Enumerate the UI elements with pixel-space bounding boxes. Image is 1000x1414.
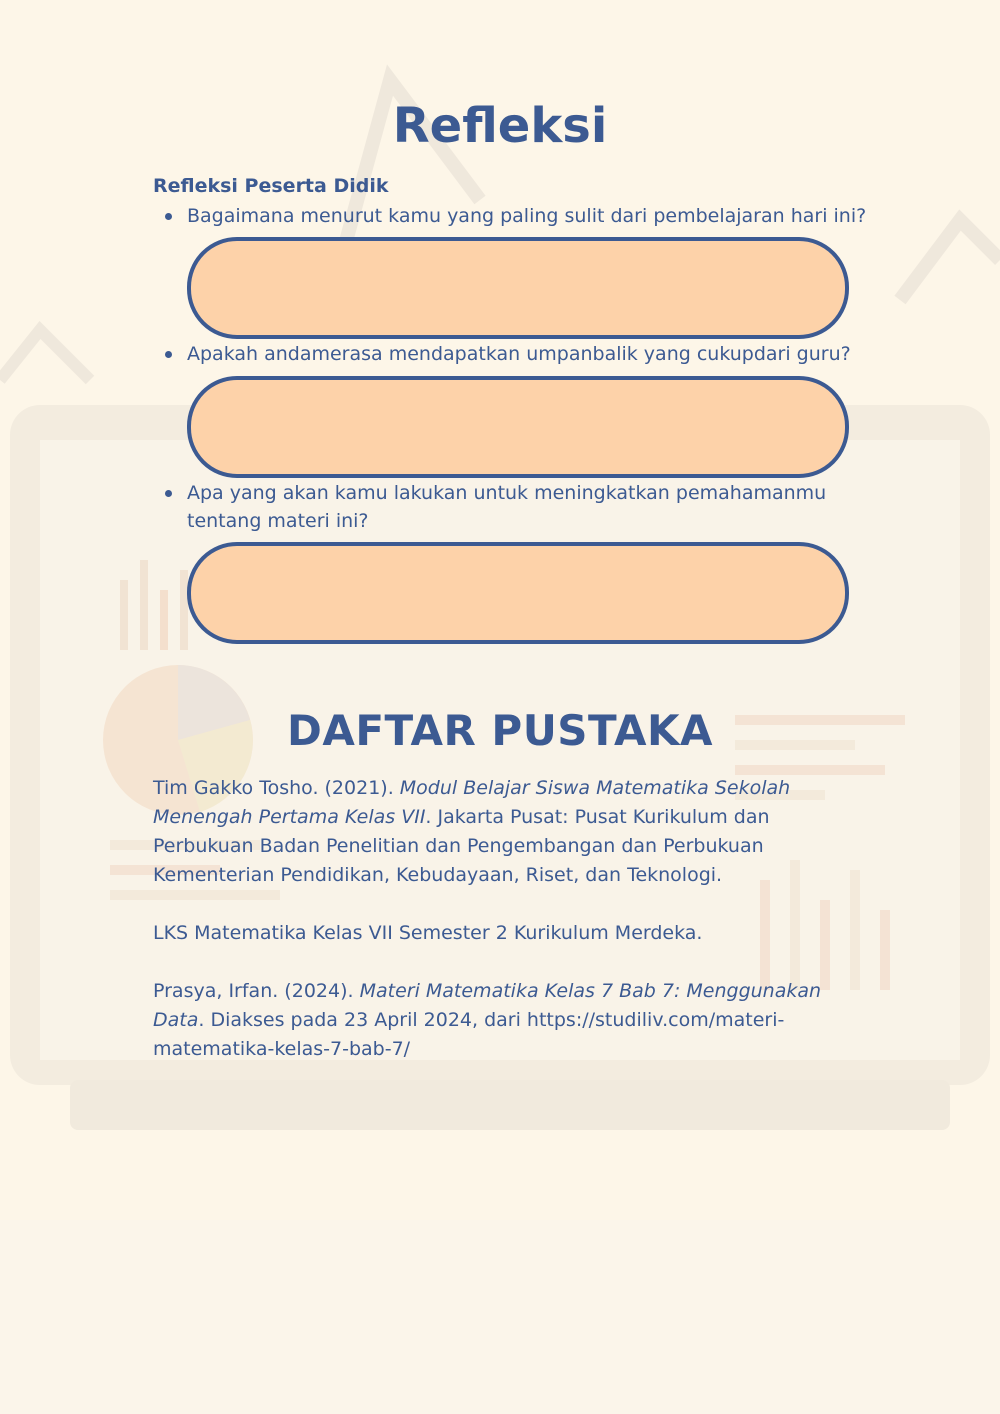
question-3: Apa yang akan kamu lakukan untuk meningkatkan pemahamanmu tentang materi ini? [187,479,847,535]
answer-box-1[interactable] [187,237,849,339]
reference-1-suffix: . Jakarta Pusat: Pusat Kurikulum dan Perbukuan Badan Penelitian dan Pengembangan dan Perbukuan Kementerian Pendidikan, Kebudayaan, Riset, dan Teknologi. [153,806,770,886]
answer-box-3[interactable] [187,542,849,644]
reference-3-prefix: Prasya, Irfan. (2024). [153,980,360,1002]
reference-1 [153,774,853,890]
reference-3 [153,977,853,1064]
section-subheading: Refleksi Peserta Didik [153,175,389,197]
reference-3-suffix: . Diakses pada 23 April 2024, dari https://studiliv.com/materi-matematika-kelas-7-bab-7/ [153,1009,785,1060]
question-2: Apakah andamerasa mendapatkan umpanbalik yang cukupdari guru? [187,340,867,368]
reference-1-title: Modul Belajar Siswa Matematika Sekolah Menengah Pertama Kelas VII [153,777,791,828]
reference-1-prefix: Tim Gakko Tosho. (2021). [153,777,400,799]
page-title: Refleksi [392,98,608,154]
question-1: Bagaimana menurut kamu yang paling sulit dari pembelajaran hari ini? [187,202,867,230]
bibliography-heading: DAFTAR PUSTAKA [287,706,713,755]
reference-2 [153,919,853,948]
reference-3-title: Materi Matematika Kelas 7 Bab 7: Menggunakan Data [153,980,822,1031]
reference-2-text: LKS Matematika Kelas VII Semester 2 Kurikulum Merdeka. [153,922,703,944]
answer-box-2[interactable] [187,376,849,478]
